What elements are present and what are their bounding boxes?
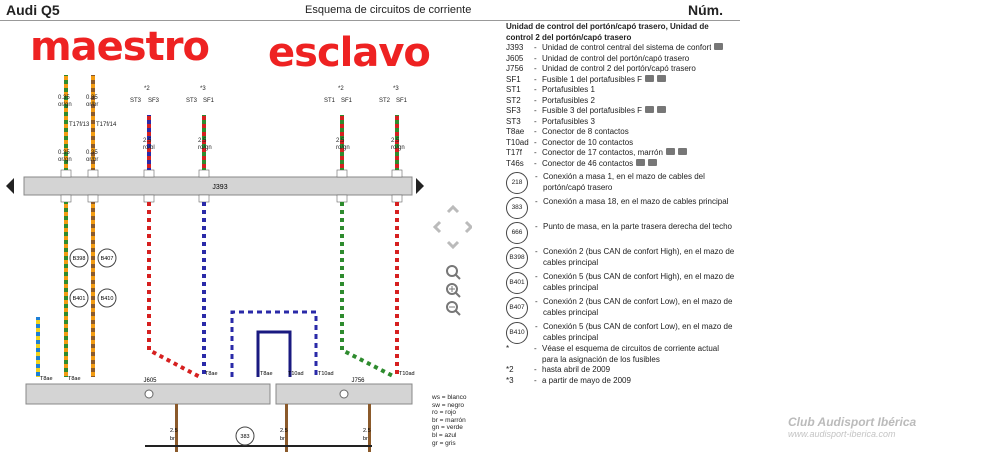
legend-circle-code: B398: [506, 247, 528, 269]
svg-text:0.35: 0.35: [86, 95, 98, 101]
legend-desc: Conexión 2 (bus CAN de confort Low), en el mazo de cables principal: [543, 297, 733, 317]
legend-code: J605: [506, 53, 524, 63]
legend-desc: Portafusibles 2: [542, 95, 595, 105]
legend-circle-code: B407: [506, 297, 528, 319]
svg-text:T10ad: T10ad: [318, 371, 334, 377]
svg-text:0.35: 0.35: [58, 150, 70, 156]
legend-item: [506, 117, 736, 128]
legend-panel: [506, 22, 736, 386]
bus-right-arrow: [416, 178, 424, 194]
diagram-navigation: [432, 205, 472, 320]
legend-dash: -: [535, 247, 538, 256]
legend-circle-code: 383: [506, 197, 528, 219]
zoom-in-icon[interactable]: [447, 284, 460, 297]
legend-desc: hasta abril de 2009: [542, 365, 611, 374]
wire-color-key: ws = blanco sw = negro ro = rojo br = marrón gn = verde bl = azul gr = gris: [432, 394, 467, 447]
svg-text:T8ae: T8ae: [40, 376, 53, 382]
legend-code: T10ad: [506, 137, 529, 147]
legend-item: [506, 96, 736, 107]
svg-text:*3: *3: [393, 86, 399, 92]
svg-text:T8ae: T8ae: [205, 371, 218, 377]
camera-icon[interactable]: [657, 106, 666, 113]
svg-text:ST1: ST1: [324, 98, 336, 104]
svg-text:2.5: 2.5: [336, 138, 345, 144]
legend-dash: -: [535, 322, 538, 331]
legend-code: ST3: [506, 116, 521, 126]
svg-text:*2: *2: [144, 86, 150, 92]
link-wire-outer: [232, 312, 316, 377]
legend-item: [506, 64, 736, 75]
legend-desc: a partir de mayo de 2009: [542, 375, 631, 385]
watermark: [788, 415, 998, 439]
legend-code: SF1: [506, 74, 521, 84]
svg-text:or/gn: or/gn: [58, 157, 72, 163]
document-title: Esquema de circuitos de corriente: [305, 4, 472, 16]
svg-text:B401: B401: [72, 296, 86, 302]
legend-item: [506, 43, 736, 54]
legend-title: Unidad de control del portón/capó trasero, Unidad de control 2 del portón/capó trasero: [506, 22, 709, 42]
legend-code: ST2: [506, 95, 521, 105]
svg-text:2.5: 2.5: [391, 138, 400, 144]
svg-text:ST2: ST2: [379, 98, 391, 104]
legend-desc: Conexión a masa 1, en el mazo de cables del portón/capó trasero: [543, 172, 705, 192]
legend-dash: -: [534, 158, 537, 168]
camera-icon[interactable]: [678, 148, 687, 155]
svg-text:ST3: ST3: [130, 98, 142, 104]
legend-note: [506, 344, 736, 365]
legend-dash: -: [534, 64, 537, 73]
svg-text:ST3: ST3: [186, 98, 198, 104]
can-high-lower-wire: [64, 202, 68, 377]
legend-item: [506, 138, 736, 149]
legend-circle-code: B401: [506, 272, 528, 294]
legend-desc: Unidad de control central del sistema de confort: [542, 43, 712, 52]
document-header: [0, 0, 740, 21]
legend-item: [506, 127, 736, 138]
legend-circle-code: B410: [506, 322, 528, 344]
legend-dash: -: [535, 297, 538, 306]
power-wire-1-lower: [149, 202, 200, 377]
legend-desc: Conexión a masa 18, en el mazo de cables principal: [543, 197, 729, 206]
svg-text:J756: J756: [351, 378, 365, 384]
svg-text:ro/bl: ro/bl: [143, 145, 155, 151]
legend-desc: Punto de masa, en la parte trasera derecha del techo: [543, 222, 733, 231]
legend-desc: Fusible 1 del portafusibles F: [542, 74, 643, 84]
pan-right-icon[interactable]: [466, 222, 471, 232]
legend-desc: Portafusibles 1: [542, 85, 595, 94]
legend-item: [506, 54, 736, 65]
camera-icon[interactable]: [714, 43, 723, 50]
legend-item: [506, 75, 736, 86]
svg-text:or/br: or/br: [86, 157, 99, 163]
legend-dash: -: [535, 272, 538, 281]
legend-desc: Unidad de control 2 del portón/capó trasero: [542, 64, 696, 73]
legend-desc: Conector de 10 contactos: [542, 137, 634, 147]
legend-desc: Conector de 46 contactos: [542, 158, 634, 168]
svg-text:ro/gn: ro/gn: [198, 145, 212, 151]
svg-text:0.35: 0.35: [86, 150, 98, 156]
legend-item: [506, 159, 736, 170]
camera-icon[interactable]: [645, 106, 654, 113]
legend-circle-item: [506, 222, 736, 244]
legend-note-code: *3: [506, 375, 514, 385]
legend-circle-item: [506, 272, 736, 294]
legend-circle-code: 218: [506, 172, 528, 194]
zoom-fit-icon[interactable]: [447, 302, 460, 315]
legend-desc: Conexión 5 (bus CAN de confort High), en el mazo de cables principal: [543, 272, 735, 292]
legend-code: J756: [506, 64, 524, 73]
svg-text:T10ad: T10ad: [288, 371, 304, 377]
svg-text:SF1: SF1: [203, 98, 215, 104]
svg-text:SF1: SF1: [396, 98, 408, 104]
svg-text:ro/gn: ro/gn: [391, 145, 405, 151]
watermark-url: www.audisport-iberica.com: [788, 429, 896, 439]
svg-text:br: br: [170, 436, 175, 442]
legend-item: [506, 85, 736, 96]
svg-text:br: br: [363, 436, 368, 442]
number-label: Núm.: [688, 2, 723, 18]
vehicle-model: Audi Q5: [6, 2, 60, 18]
legend-note-code: *2: [506, 365, 514, 374]
legend-note: [506, 376, 736, 387]
legend-dash: -: [535, 197, 538, 206]
svg-text:T17f/13: T17f/13: [69, 122, 90, 128]
svg-text:SF3: SF3: [148, 98, 160, 104]
svg-text:T8ae: T8ae: [260, 371, 273, 377]
svg-text:SF1: SF1: [341, 98, 353, 104]
svg-text:2.5: 2.5: [280, 428, 288, 434]
legend-note: [506, 365, 736, 376]
zoom-out-icon[interactable]: [447, 266, 460, 279]
svg-text:ro/gn: ro/gn: [336, 145, 350, 151]
svg-text:2.5: 2.5: [363, 428, 371, 434]
legend-dash: -: [534, 106, 537, 115]
legend-dash: -: [535, 172, 538, 181]
j393-label: J393: [212, 184, 228, 191]
camera-icon[interactable]: [636, 159, 645, 166]
legend-dash: -: [534, 127, 537, 136]
legend-dash: -: [535, 222, 538, 231]
svg-text:or/gn: or/gn: [58, 102, 72, 108]
bus-left-arrow: [6, 178, 14, 194]
camera-icon[interactable]: [645, 75, 654, 82]
svg-text:B407: B407: [100, 256, 114, 262]
legend-code: T17f: [506, 148, 523, 157]
legend-dash: -: [534, 344, 537, 353]
legend-items: [506, 43, 736, 386]
ground-signal-wire: [36, 317, 40, 377]
svg-text:2.5: 2.5: [198, 138, 207, 144]
pan-up-icon[interactable]: [448, 207, 458, 212]
legend-desc: Portafusibles 3: [542, 116, 595, 126]
svg-text:383: 383: [240, 434, 250, 440]
legend-dash: -: [534, 95, 537, 105]
legend-dash: -: [534, 137, 537, 147]
pan-left-icon[interactable]: [435, 222, 440, 232]
legend-code: T46s: [506, 158, 524, 168]
watermark-brand: Club Audisport Ibérica: [788, 415, 917, 429]
legend-code: ST1: [506, 85, 521, 94]
legend-circle-item: [506, 297, 736, 319]
camera-icon[interactable]: [666, 148, 675, 155]
legend-code: T8ae: [506, 127, 525, 136]
svg-text:B398: B398: [72, 256, 86, 262]
master-overlay-label: maestro: [30, 24, 209, 70]
legend-circle-item: [506, 322, 736, 344]
legend-desc: Conexión 2 (bus CAN de confort High), en el mazo de cables principal: [543, 247, 735, 267]
legend-circle-item: [506, 172, 736, 194]
legend-desc: Unidad de control del portón/capó trasero: [542, 53, 690, 63]
legend-dash: -: [534, 53, 537, 63]
legend-desc: Véase el esquema de circuitos de corriente actual para la asignación de los fusibles: [542, 344, 719, 364]
can-low-lower-wire: [91, 202, 95, 377]
legend-note-code: *: [506, 344, 510, 353]
legend-desc: Fusible 3 del portafusibles F: [542, 106, 643, 115]
legend-code: J393: [506, 43, 524, 52]
camera-icon[interactable]: [648, 159, 657, 166]
slave-overlay-label: esclavo: [268, 30, 430, 76]
svg-text:T10ad: T10ad: [399, 371, 415, 377]
svg-text:br: br: [280, 436, 285, 442]
legend-dash: -: [534, 116, 537, 126]
legend-desc: Conexión 5 (bus CAN de confort Low), en el mazo de cables principal: [543, 322, 733, 342]
svg-text:J605: J605: [143, 378, 157, 384]
legend-dash: -: [534, 43, 537, 52]
legend-dash: -: [534, 85, 537, 94]
svg-text:T17f/14: T17f/14: [96, 122, 117, 128]
legend-item: [506, 148, 736, 159]
svg-text:or/br: or/br: [86, 102, 99, 108]
camera-icon[interactable]: [657, 75, 666, 82]
legend-code: SF3: [506, 106, 521, 115]
svg-text:2.5: 2.5: [143, 138, 152, 144]
legend-dash: -: [534, 365, 537, 374]
svg-text:B410: B410: [100, 296, 114, 302]
legend-circle-code: 666: [506, 222, 528, 244]
legend-dash: -: [534, 74, 537, 84]
svg-text:2.5: 2.5: [170, 428, 178, 434]
legend-desc: Conector de 8 contactos: [542, 127, 629, 136]
circuit-diagram: [0, 20, 500, 452]
power-wire-3-lower: [342, 202, 395, 377]
legend-dash: -: [534, 148, 537, 157]
legend-desc: Conector de 17 contactos, marrón: [542, 148, 663, 157]
pan-down-icon[interactable]: [448, 242, 458, 247]
svg-text:0.35: 0.35: [58, 95, 70, 101]
svg-text:T8ae: T8ae: [68, 376, 81, 382]
legend-circle-item: [506, 197, 736, 219]
svg-text:*3: *3: [200, 86, 206, 92]
legend-circle-item: [506, 247, 736, 269]
legend-item: [506, 106, 736, 117]
legend-dash: -: [534, 375, 537, 385]
svg-text:*2: *2: [338, 86, 344, 92]
